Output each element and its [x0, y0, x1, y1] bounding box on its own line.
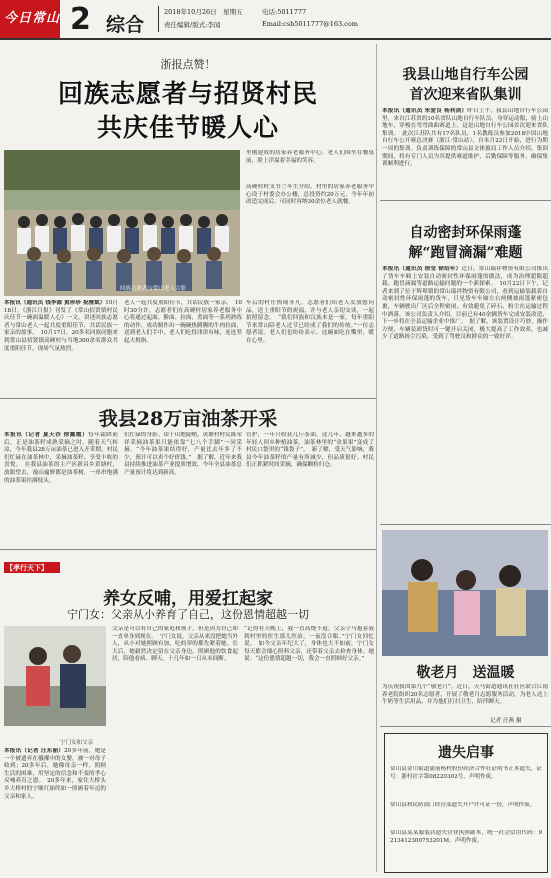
section-rule-2 — [0, 549, 376, 550]
main-story-text-c: 车后的村庄热闹非凡。志愿者们给老人发放慰问品，送上重阳节的祝福，并与老人亲切交谈，一起拍照留念。 “我们回族和汉族本是一家，每年重阳节来常山陪老人过节已经成了我们的传统。”一位志愿者说。老人们也纷纷表示，这碗面吃在嘴里，暖在心里。 — [246, 300, 374, 344]
lost-notice-item-2: 常山县利民防盗门经营部遗失开户许可证一份，声明作废。 — [390, 802, 536, 808]
oil-tea-byline: 本报讯（记者 夏天谷 徐露霞） — [4, 432, 89, 438]
section-rule-1 — [0, 398, 376, 399]
main-story-byline — [4, 300, 118, 392]
oil-tea-text-a: 每年霜降前后，正是油茶籽成熟采摘之时。随着天气转凉，今年我县28万亩油茶已进入开采期，村民们忙碌在油茶林中，采摘油茶籽，享受丰收的喜悦。 在我县油茶的主产区新昌乡黄塘村，放眼望去，漫山遍野都是油茶树，一串串饱满的油茶果挂满枝头。 — [4, 432, 118, 484]
filial-col-b: 父亲是可以有自己的家庭和孩子，但是因为自己却一直单身到现在。 宁门女说，父亲从来没把她当外人，从小对她照顾有加，吃的穿的都先紧着她。长大后，她毅然决定留在父亲身边，照顾他的饮食起居，陪他看病、聊天，十几年如一日从未间断。 — [112, 626, 238, 663]
seal-text: 近日，常山瑞祥物资有限公司推出了货车车厢上安装自动密封性环保雨蓬的做法，成为治理超限超载、跑冒滴漏等道路运输问题的一个新探索。 10月22日下午，记者来到了位于辉埠镇的常山瑞祥物资有限公司，看到运输装载着自动密封性环保雨蓬的货车，只见货车车厢左右两侧被雨篷紧密包裹，车辆驶出厂区后全程密闭，有效避免了碎石、粉尘在运输过程中洒落。该公司负责人介绍，目前已有40余辆货车完成安装改造，下一步将在全县运输企业中推广。 据了解，该装置设计巧妙，操作方便，车辆装卸货时可一键开启关闭，极大提高了工作效率，也减少了道路扬尘污染，受到了驾驶员和群众的一致好评。 — [382, 266, 548, 341]
masthead-phone: 电话:5011777 — [262, 8, 307, 16]
main-byline-label: 本报讯（通讯员 钱李源 黄珍珍 祝雅斌） — [4, 300, 106, 306]
filial-photo-caption: 宁门女和父亲 — [60, 740, 94, 746]
seal-headline-1: 自动密封环保雨蓬 — [409, 225, 522, 241]
main-story-col-right: 高硬村村支书兰冬生介绍，村里的居家养老服务中心设于村委会办公楼，总投资约20万元，今年年初改造完成后，可同时容纳30余位老人就餐。 — [246, 184, 374, 206]
right-rule-2 — [380, 524, 551, 525]
filial-text-a: 20多年前，她是一个被遗弃在襁褓中的女婴，被一对母子收到；20多年后，她像母亲一样，照顾生活的困难，用坚定的信念和不变的孝心反哺养育之恩。 20多年来，家住大桥头乡大桥村的宁继红始终如一照顾着年迈的父亲和家人。 — [4, 748, 106, 800]
main-photo-caption: 回族志愿者与常山老人合影 — [120, 286, 187, 292]
volunteer-group-photo — [4, 150, 240, 296]
story-headline-2: 共庆佳节暖人心 — [96, 113, 279, 142]
bike-park-headline-1: 我县山地自行车公园 — [402, 67, 529, 83]
issue-date: 2018年10月26日 星期五 — [164, 8, 243, 16]
oil-tea-headline: 我县28万亩油茶开采 — [98, 408, 278, 430]
right-rule-3 — [380, 726, 551, 727]
bike-park-byline: 本报讯（通讯员 朱爱良 杨利剑） — [382, 108, 468, 114]
lost-notice-title: 遗失启事 — [438, 745, 494, 761]
right-rule-1 — [380, 200, 551, 201]
editor-line: 责任编辑/版式:李闻 — [164, 21, 221, 29]
main-story-text-a: 10月18日，《浙江日报》刊发了《常山招贤镇村民庆佳节一碗面温暖人心》一文，讲述回族志愿者与常山老人一起共度重阳佳节，共话民族一家亲的故事。 10月17日，20多名回族同胞来到常山县招贤镇高硬村与当地300余名群众共度重阳佳节，现场气氛热烈。 — [4, 300, 118, 352]
page-number: 2 — [70, 2, 91, 37]
oil-tea-col-a — [4, 432, 118, 542]
story-headline-1: 回族志愿者与招贤村民 — [57, 79, 318, 108]
filial-byline: 本报讯（记者 汪东丽） — [4, 748, 65, 754]
filial-headline: 养女反哺，用爱扛起家 — [103, 589, 273, 609]
masthead-email: Email:csb5011777@163.com — [262, 20, 358, 28]
elder-month-illustration — [382, 530, 548, 656]
column-divider — [376, 44, 377, 872]
elder-month-headline: 敬老月 送温暖 — [416, 665, 515, 681]
bike-park-headline-2: 首次迎来省队集训 — [409, 87, 522, 103]
main-story-col-top: 里刚建成的居家养老服务中心。老人们围坐在餐桌前，脸上洋溢着幸福的笑容。 — [246, 150, 374, 164]
volunteer-group-illustration — [4, 150, 240, 296]
masthead-logo: 今日常山 — [4, 11, 61, 26]
daughter-father-photo — [4, 626, 106, 726]
seal-byline: 本报讯（通讯员 徐莹 徐绍年） — [382, 266, 462, 272]
lost-notice-item-3: 常山县某某服装店遗失营业执照副本，统一社会信用代码：9213412300753201M，声明作废。 — [390, 830, 542, 844]
filial-tag: 【孝行天下】 — [6, 563, 48, 572]
oil-tea-col-b: 们忙碌的身影。由于山地陡峭，黄塘村村民陈荣祥采摘油茶果只能依靠“七八个手脚”一同采摘。“今年油茶果结得好，产量比去年多了不少，预计可以卖个好价钱。” 据了解，近年来我县持续推进油茶产业提质增效，今年全县油茶总产量预计将达到新高。 — [124, 432, 242, 476]
oil-tea-col-c: 管护，一年只收获几斤茶油。这几年，越来越多的年轻人回乡种植油茶，油茶林里的“金果果”变成了村民口袋里的“钱袋子”。 新了解，受天气影响，我县今年油茶籽的产量有所减少，但品质很好。村民们正抓紧时间采摘，确保颗粒归仓。 — [246, 432, 374, 469]
masthead-rule — [0, 38, 551, 40]
bike-park-body — [382, 108, 548, 192]
bike-park-text: 昨日上午，我县山地自行车公园里，来自江苏省的10名省队山地自行车队员，身穿运动服，骑上山地车，穿梭在弯弯曲曲赛道上，这是山地自行车公园首次迎来省队集训。 此次江苏队共有17名队员，1名教练员参加2018中国山地自行车公开赛总决赛（浙江·常山站）。自本月22日开始，进行为期一周的集训。负责训练保障的常山县文体旅局工作人员介绍，集训期间，将有专门人员为其提供赛道维护、后勤保障等服务，确保集训顺利进行。 — [382, 108, 548, 168]
filial-col-a — [4, 748, 106, 872]
masthead-divider — [158, 6, 159, 32]
elder-month-credit: 记者 汪燕 摄 — [490, 718, 522, 724]
seal-body — [382, 266, 548, 516]
elder-month-photo — [382, 530, 548, 656]
daughter-father-illustration — [4, 626, 106, 726]
section-title: 综合 — [106, 14, 145, 36]
story-kicker: 浙报点赞！ — [160, 58, 216, 71]
filial-col-c: “记得有天晚上，我一直高烧不退，父亲立马抱着我到村里的医生那儿医治，一夜没合眼。”宁门女回忆说。 如今父亲年纪大了，身体也大不如前，宁门女每天都会细心照料父亲，还带着父亲去检查身体。她说：“这份恩情超越一切，我会一直照顾好父亲。” — [244, 626, 374, 663]
seal-headline-2: 解“跑冒滴漏”难题 — [408, 245, 523, 261]
lost-notice-item-1: 常山县金川街道蒲前杨村股份经济合作社证明书正本遗失，证号：浙村社字第08220302号，声明作废。 — [390, 766, 542, 780]
main-story-text-b: 老人一起共度重阳佳节，共话民族一家亲。 10时30分许，志愿者们在高硬村居家养老服务中心将通过起面、擀面、拉面、煮面等一系列熟练的动作，成功制作出一碗碗热腾腾的牛肉拉面，送到老人们手中，老人们吃得津津有味，连连竖起大拇指。 — [124, 300, 242, 344]
filial-subheadline: 宁门女：父亲从小养育了自己，这份恩情超越一切 — [67, 608, 309, 621]
elder-month-caption: 为庆祝我国第九个“敬老月”，近日，天马街道通讯社社区联合江雨养老院组织20名志愿者，开展了敬老月志愿服务活动，为老人送上牛奶等生活用品，并为他们打扫卫生、陪伴聊天。 — [382, 684, 548, 706]
